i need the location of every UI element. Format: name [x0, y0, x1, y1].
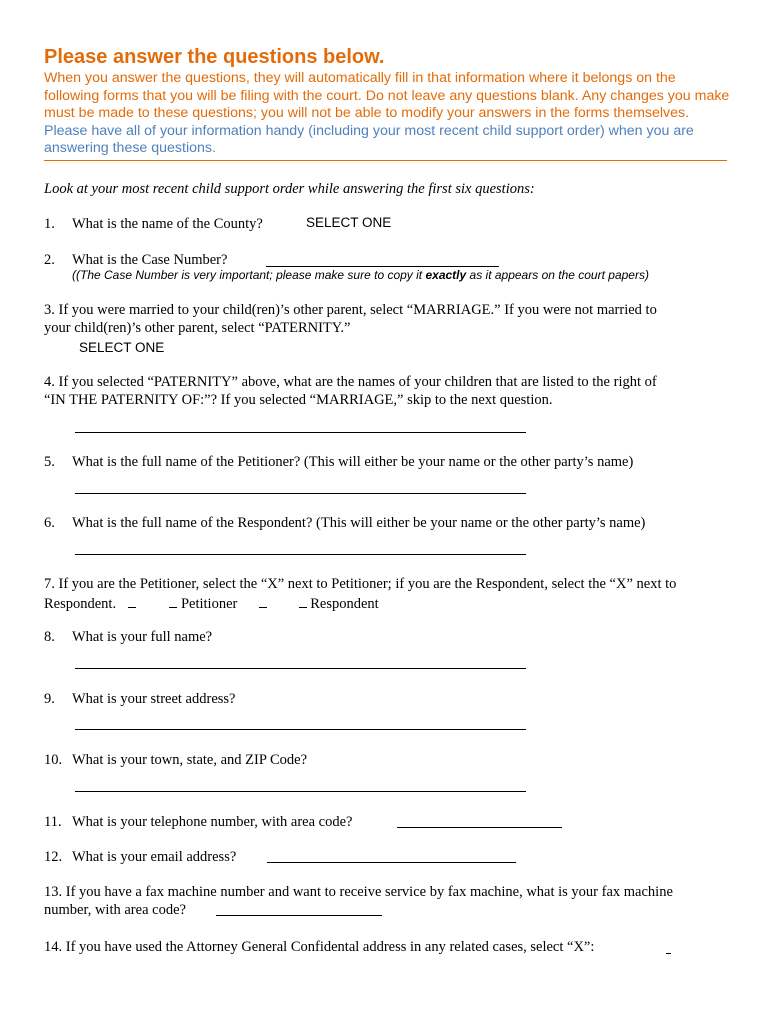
page-title: Please answer the questions below.: [44, 46, 385, 68]
question-5: [44, 453, 633, 471]
question-text: What is your town, state, and ZIP Code?: [72, 752, 308, 768]
question-text: What is the full name of the Respondent? (This will either be your name or the other party’s name): [72, 515, 646, 531]
question-7-line-2: [44, 593, 379, 613]
petitioner-x-box-left[interactable]: [128, 593, 136, 608]
question-text: What is the full name of the Petitioner? (This will either be your name or the other party’s name): [72, 454, 634, 470]
case-number-note: ((The Case Number is very important; please make sure to copy it exactly as it appears on the court papers): [72, 268, 649, 282]
question-text: What is your street address?: [72, 691, 236, 707]
question-7-line-1: 7. If you are the Petitioner, select the “X” next to Petitioner; if you are the Respondent, select the “X” next to: [44, 576, 677, 592]
note-text: (The Case Number is very important; please make sure to copy it: [76, 268, 426, 282]
fax-number-field[interactable]: [216, 915, 382, 916]
instruction-text: Look at your most recent child support order while answering the first six questions:: [44, 181, 535, 197]
question-text: What is the Case Number?: [72, 252, 228, 268]
respondent-name-field[interactable]: [75, 554, 526, 555]
marriage-paternity-select[interactable]: SELECT ONE: [79, 340, 165, 355]
respondent-lead-text: Respondent.: [44, 596, 117, 612]
children-names-field[interactable]: [75, 432, 526, 433]
question-3-line-2: your child(ren)’s other parent, select “PATERNITY.”: [44, 320, 351, 336]
question-number: 12.: [44, 849, 63, 865]
intro-orange-text: When you answer the questions, they will automatically fill in that information where it belongs on the following forms that you will be filing with the court. Do not leave any questions blank. Any changes you make must be made to these questions; you will not be able to modify your answers in the forms themselves.: [44, 70, 730, 121]
question-6: [44, 514, 645, 532]
note-emphasis: exactly: [425, 268, 467, 282]
question-8: [44, 628, 212, 646]
respondent-x-box[interactable]: [299, 593, 307, 608]
note-text: as it appears on the court papers): [466, 268, 649, 282]
question-4-line-1: 4. If you selected “PATERNITY” above, what are the names of your children that are listed to the right of: [44, 374, 657, 390]
question-13-line-2: number, with area code?: [44, 902, 186, 918]
question-number: 1.: [44, 216, 55, 232]
question-number: 10.: [44, 752, 63, 768]
question-text: What is your email address?: [72, 849, 237, 865]
question-number: 5.: [44, 454, 55, 470]
respondent-option-label: Respondent: [310, 596, 379, 612]
question-4-line-2: “IN THE PATERNITY OF:”? If you selected “MARRIAGE,” skip to the next question.: [44, 392, 553, 408]
question-11: [44, 813, 352, 831]
petitioner-x-box[interactable]: [169, 593, 177, 608]
question-13-line-1: 13. If you have a fax machine number and want to receive service by fax machine, what is your fax machine: [44, 884, 673, 900]
question-number: 2.: [44, 252, 55, 268]
question-10: [44, 751, 307, 769]
question-number: 9.: [44, 691, 55, 707]
petitioner-option-label: Petitioner: [180, 596, 238, 612]
question-number: 11.: [44, 814, 62, 830]
telephone-field[interactable]: [397, 827, 562, 828]
street-address-field[interactable]: [75, 729, 526, 730]
respondent-x-box-left[interactable]: [259, 593, 267, 608]
full-name-field[interactable]: [75, 668, 526, 669]
question-text: What is your full name?: [72, 629, 213, 645]
town-state-zip-field[interactable]: [75, 791, 526, 792]
confidential-address-x-box[interactable]: [666, 953, 671, 954]
email-field[interactable]: [267, 862, 516, 863]
question-number: 8.: [44, 629, 55, 645]
question-text: What is the name of the County?: [72, 216, 263, 232]
intro-blue-text: Please have all of your information handy (including your most recent child support order) when you are answering these questions.: [44, 122, 694, 156]
question-14: 14. If you have used the Attorney General Confidental address in any related cases, select “X”:: [44, 939, 595, 955]
question-12: [44, 848, 236, 866]
intro-paragraph: [44, 70, 734, 158]
divider-rule: [44, 160, 727, 161]
question-text: What is your telephone number, with area code?: [72, 814, 353, 830]
question-1: [44, 215, 263, 233]
question-number: 6.: [44, 515, 55, 531]
petitioner-name-field[interactable]: [75, 493, 526, 494]
case-number-field[interactable]: [266, 266, 499, 267]
question-9: [44, 690, 235, 708]
question-2: [44, 251, 227, 269]
county-select[interactable]: SELECT ONE: [306, 215, 392, 230]
question-3-line-1: 3. If you were married to your child(ren)’s other parent, select “MARRIAGE.” If you were not married to: [44, 302, 657, 318]
